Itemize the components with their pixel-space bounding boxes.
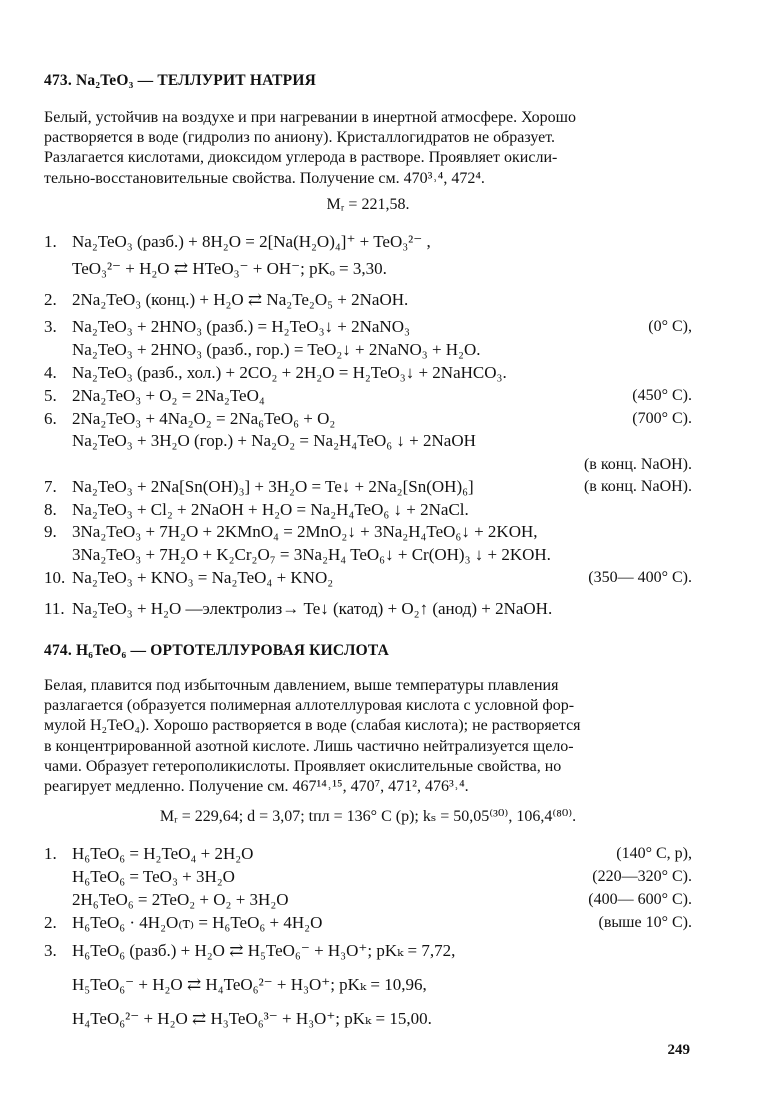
reaction-row: [44, 521, 692, 543]
description-line: растворяется в воде (гидролиз по аниону). Кристаллогидратов не образует.: [44, 129, 556, 147]
reaction-equation: Na₂TeO₃ (разб.) + 8H₂O = 2[Na(H₂O)₄]⁺ + TeO₃²⁻ ,: [72, 232, 431, 251]
reaction-row: [44, 289, 692, 311]
reaction-equation: H₆TeO₆ · 4H₂O₍т₎ = H₆TeO₆ + 4H₂O: [72, 913, 323, 932]
reaction-equation: 3Na₂TeO₃ + 7H₂O + 2KMnO₄ = 2MnO₂↓ + 3Na₂H₄TeO₆↓ + 2KOH,: [72, 522, 538, 541]
reaction-number: 1.: [44, 844, 57, 863]
reaction-equation: Na₂TeO₃ + KNO₃ = Na₂TeO₄ + KNO₂: [72, 568, 334, 587]
reaction-equation: H₆TeO₆ (разб.) + H₂O ⇄ H₅TeO₆⁻ + H₃O⁺; pKₖ = 7,72,: [72, 941, 456, 960]
reaction-equation: TeO₃²⁻ + H₂O ⇄ HTeO₃⁻ + OH⁻; pKₒ = 3,30.: [72, 259, 387, 278]
description-line: разлагается (образуется полимерная аллотеллуровая кислота с условной фор-: [44, 697, 575, 715]
reaction-equation: Na₂TeO₃ + 2Na[Sn(OH)₃] + 3H₂O = Te↓ + 2Na₂[Sn(OH)₆]: [72, 477, 474, 496]
section-473-description: [44, 108, 692, 189]
section-473-title: 473. Na₂TeO₃ — ТЕЛЛУРИТ НАТРИЯ: [44, 72, 316, 89]
reaction-equation: H₅TeO₆⁻ + H₂O ⇄ H₄TeO₆²⁻ + H₃O⁺; pKₖ = 10,96,: [72, 975, 427, 994]
description-line: Разлагается кислотами, диоксидом углерода в растворе. Проявляет окисли-: [44, 149, 558, 167]
reaction-row: [44, 316, 692, 338]
reaction-number: 7.: [44, 477, 57, 496]
reaction-row: [44, 1008, 692, 1030]
reaction-equation: H₄TeO₆²⁻ + H₂O ⇄ H₃TeO₆³⁻ + H₃O⁺; pKₖ = 15,00.: [72, 1009, 432, 1028]
reaction-row: [44, 339, 692, 361]
reaction-number: 10.: [44, 568, 66, 587]
reaction-equation: Na₂TeO₃ + 2HNO₃ (разб., гор.) = TeO₂↓ + 2NaNO₃ + H₂O.: [72, 340, 481, 359]
reaction-condition: (в конц. NaOH).: [583, 478, 692, 495]
reaction-condition: (в конц. NaOH).: [583, 456, 692, 473]
reaction-number: 5.: [44, 386, 57, 405]
reaction-row: [44, 843, 692, 865]
description-line: Белая, плавится под избыточным давлением, выше температуры плавления: [44, 677, 559, 694]
reaction-number: 11.: [44, 599, 65, 618]
reaction-row: [44, 889, 692, 911]
reaction-equation: 2H₆TeO₆ = 2TeO₂ + O₂ + 3H₂O: [72, 890, 289, 909]
section-474-title: 474. H₆TeO₆ — ОРТОТЕЛЛУРОВАЯ КИСЛОТА: [44, 642, 390, 659]
reaction-row: [44, 258, 692, 280]
description-line: в концентрированной азотной кислоте. Лишь частично нейтрализуется щело-: [44, 737, 574, 755]
reaction-equation: Na₂TeO₃ + 3H₂O (гор.) + Na₂O₂ = Na₂H₄TeO₆ ↓ + 2NaOH: [72, 431, 476, 450]
reaction-row: [44, 544, 692, 566]
reaction-condition: (220—320° C).: [592, 868, 692, 885]
description-line: реагирует медленно. Получение см. 467¹⁴˒¹⁵, 470⁷, 471², 476³˒⁴.: [44, 778, 469, 796]
reaction-number: 2.: [44, 913, 57, 932]
reaction-row: [44, 567, 692, 589]
reaction-equation: 2Na₂TeO₃ (конц.) + H₂O ⇄ Na₂Te₂O₅ + 2NaOH.: [72, 290, 409, 309]
reaction-row: [44, 476, 692, 498]
reaction-row: [44, 454, 692, 476]
section-474-description: [44, 676, 692, 797]
description-line: мулой H₂TeO₄). Хорошо растворяется в воде (слабая кислота); не растворяется: [44, 717, 581, 735]
reaction-number: 3.: [44, 941, 57, 960]
reaction-condition: (450° C).: [632, 387, 692, 404]
reaction-equation: 3Na₂TeO₃ + 7H₂O + K₂Cr₂O₇ = 3Na₂H₄ TeO₆↓ + Cr(OH)₃ ↓ + 2KOH.: [72, 545, 551, 564]
reaction-condition: (400— 600° C).: [588, 891, 692, 908]
reaction-equation: Na₂TeO₃ (разб., хол.) + 2CO₂ + 2H₂O = H₂TeO₃↓ + 2NaHCO₃.: [72, 363, 507, 382]
reaction-condition: (350— 400° C).: [588, 569, 692, 586]
reaction-equation: Na₂TeO₃ + 2HNO₃ (разб.) = H₂TeO₃↓ + 2NaNO₃: [72, 317, 410, 336]
reaction-row: [44, 866, 692, 888]
reaction-number: 2.: [44, 290, 57, 309]
reaction-equation: 2Na₂TeO₃ + O₂ = 2Na₂TeO₄: [72, 386, 265, 405]
reaction-number: 3.: [44, 317, 57, 336]
reaction-row: [44, 940, 692, 962]
reaction-row: [44, 231, 692, 253]
reaction-row: [44, 499, 692, 521]
reaction-equation: Na₂TeO₃ + H₂O —электролиз→ Te↓ (катод) + O₂↑ (анод) + 2NaOH.: [72, 599, 553, 618]
reaction-equation: H₆TeO₆ = H₂TeO₄ + 2H₂O: [72, 844, 254, 863]
reaction-condition: (140° C, p),: [616, 845, 692, 862]
reaction-number: 6.: [44, 409, 57, 428]
reaction-row: [44, 408, 692, 430]
reaction-equation: 2Na₂TeO₃ + 4Na₂O₂ = 2Na₆TeO₆ + O₂: [72, 409, 336, 428]
reaction-condition: (0° C),: [648, 318, 692, 335]
page-number: 249: [667, 1042, 690, 1058]
description-line: тельно-восстановительные свойства. Получение см. 470³˒⁴, 472⁴.: [44, 169, 485, 187]
reaction-equation: H₆TeO₆ = TeO₃ + 3H₂O: [72, 867, 235, 886]
reaction-number: 8.: [44, 500, 57, 519]
reaction-row: [44, 912, 692, 934]
reaction-number: 1.: [44, 232, 57, 251]
reaction-condition: (700° C).: [632, 410, 692, 427]
reaction-row: [44, 598, 692, 620]
section-474-constants: Mᵣ = 229,64; d = 3,07; tпл = 136° C (p); kₛ = 50,05⁽³⁰⁾, 106,4⁽⁸⁰⁾.: [159, 808, 577, 825]
description-line: чами. Образует гетерополикислоты. Проявляет окислительные свойства, но: [44, 757, 562, 775]
reaction-row: [44, 974, 692, 996]
description-line: Белый, устойчив на воздухе и при нагревании в инертной атмосфере. Хорошо: [44, 109, 576, 126]
reaction-equation: Na₂TeO₃ + Cl₂ + 2NaOH + H₂O = Na₂H₄TeO₆ ↓ + 2NaCl.: [72, 500, 469, 519]
reaction-row: [44, 362, 692, 384]
reaction-condition: (выше 10° C).: [598, 914, 692, 931]
reaction-number: 9.: [44, 522, 57, 541]
reaction-row: [44, 385, 692, 407]
reaction-row: [44, 430, 692, 452]
reaction-number: 4.: [44, 363, 57, 382]
section-473-constants: Mᵣ = 221,58.: [326, 196, 410, 213]
